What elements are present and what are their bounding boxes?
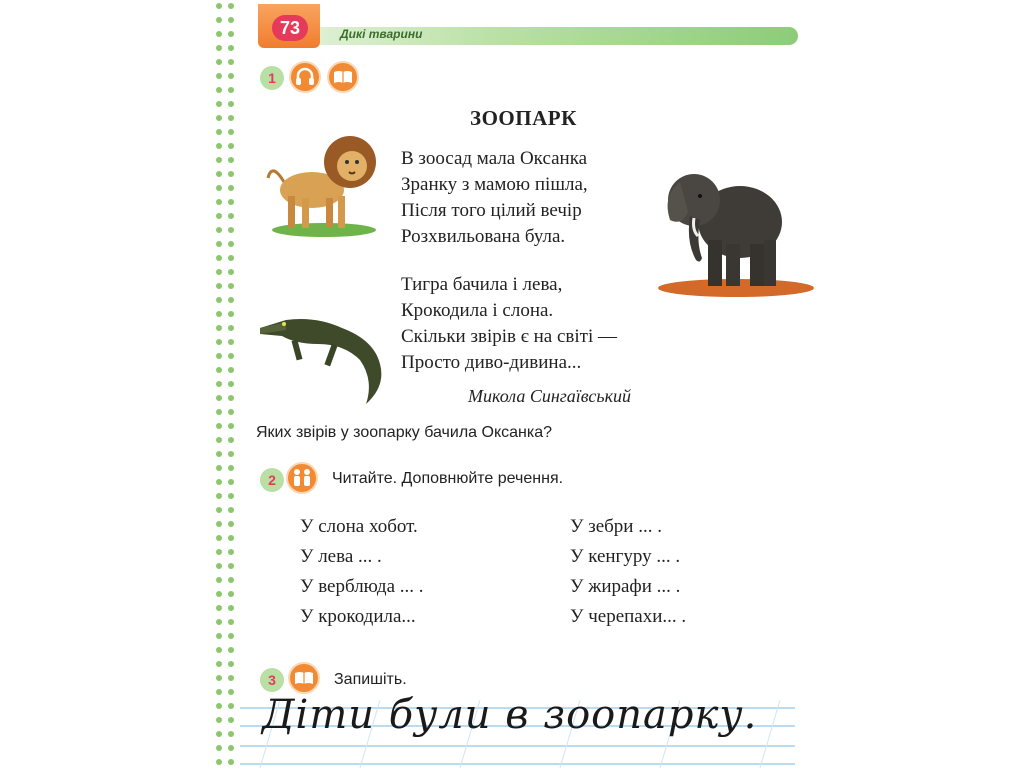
- book-icon: [288, 662, 320, 694]
- sentences-right: [570, 512, 686, 632]
- sentence: У жирафи ... .: [570, 576, 681, 597]
- spiral-binding-dots: [215, 0, 255, 768]
- sentence: У верблюда ... .: [300, 576, 424, 597]
- sentence: У слона хобот.: [300, 516, 418, 537]
- sentence: У кенгуру ... .: [570, 546, 681, 567]
- task2-instruction: Читайте. Доповнюйте речення.: [332, 470, 564, 487]
- poem-line: Скільки звірів є на світі —: [401, 326, 618, 347]
- elephant-illustration: [656, 160, 814, 300]
- task1-question: Яких звірів у зоопарку бачила Оксанка?: [256, 424, 553, 441]
- task3-instruction: Запишіть.: [334, 671, 407, 688]
- book-icon: [327, 61, 359, 93]
- task1-number: 1: [260, 66, 284, 90]
- handwritten-sentence: Діти були в зоопарку.: [262, 692, 758, 738]
- section-title: Дикі тварини: [340, 27, 423, 41]
- poem-author: Микола Сингаївський: [468, 386, 631, 406]
- poem-stanza-1: [401, 146, 588, 250]
- poem-line: Після того цілий вечір: [401, 200, 582, 221]
- sentence: У лева ... .: [300, 546, 382, 567]
- poem-title: ЗООПАРК: [470, 106, 577, 130]
- page-number: 73: [272, 15, 308, 41]
- poem-stanza-2: [401, 272, 617, 376]
- pair-work-icon: [286, 462, 318, 494]
- poem-line: В зоосад мала Оксанка: [401, 148, 588, 169]
- poem-line: Тигра бачила і лева,: [401, 274, 563, 295]
- poem-line: Просто диво-дивина...: [401, 352, 582, 373]
- task2-number: 2: [260, 468, 284, 492]
- lion-illustration: [262, 122, 380, 240]
- sentence: У зебри ... .: [570, 516, 662, 537]
- sentence: У черепахи... .: [570, 606, 687, 627]
- poem-line: Зранку з мамою пішла,: [401, 174, 588, 195]
- headphones-icon: [289, 61, 321, 93]
- crocodile-illustration: [256, 314, 390, 408]
- poem-line: Крокодила і слона.: [401, 300, 554, 321]
- sentences-left: [300, 512, 424, 632]
- sentence: У крокодила...: [300, 606, 416, 627]
- poem-line: Розхвильована була.: [401, 226, 566, 247]
- task3-number: 3: [260, 668, 284, 692]
